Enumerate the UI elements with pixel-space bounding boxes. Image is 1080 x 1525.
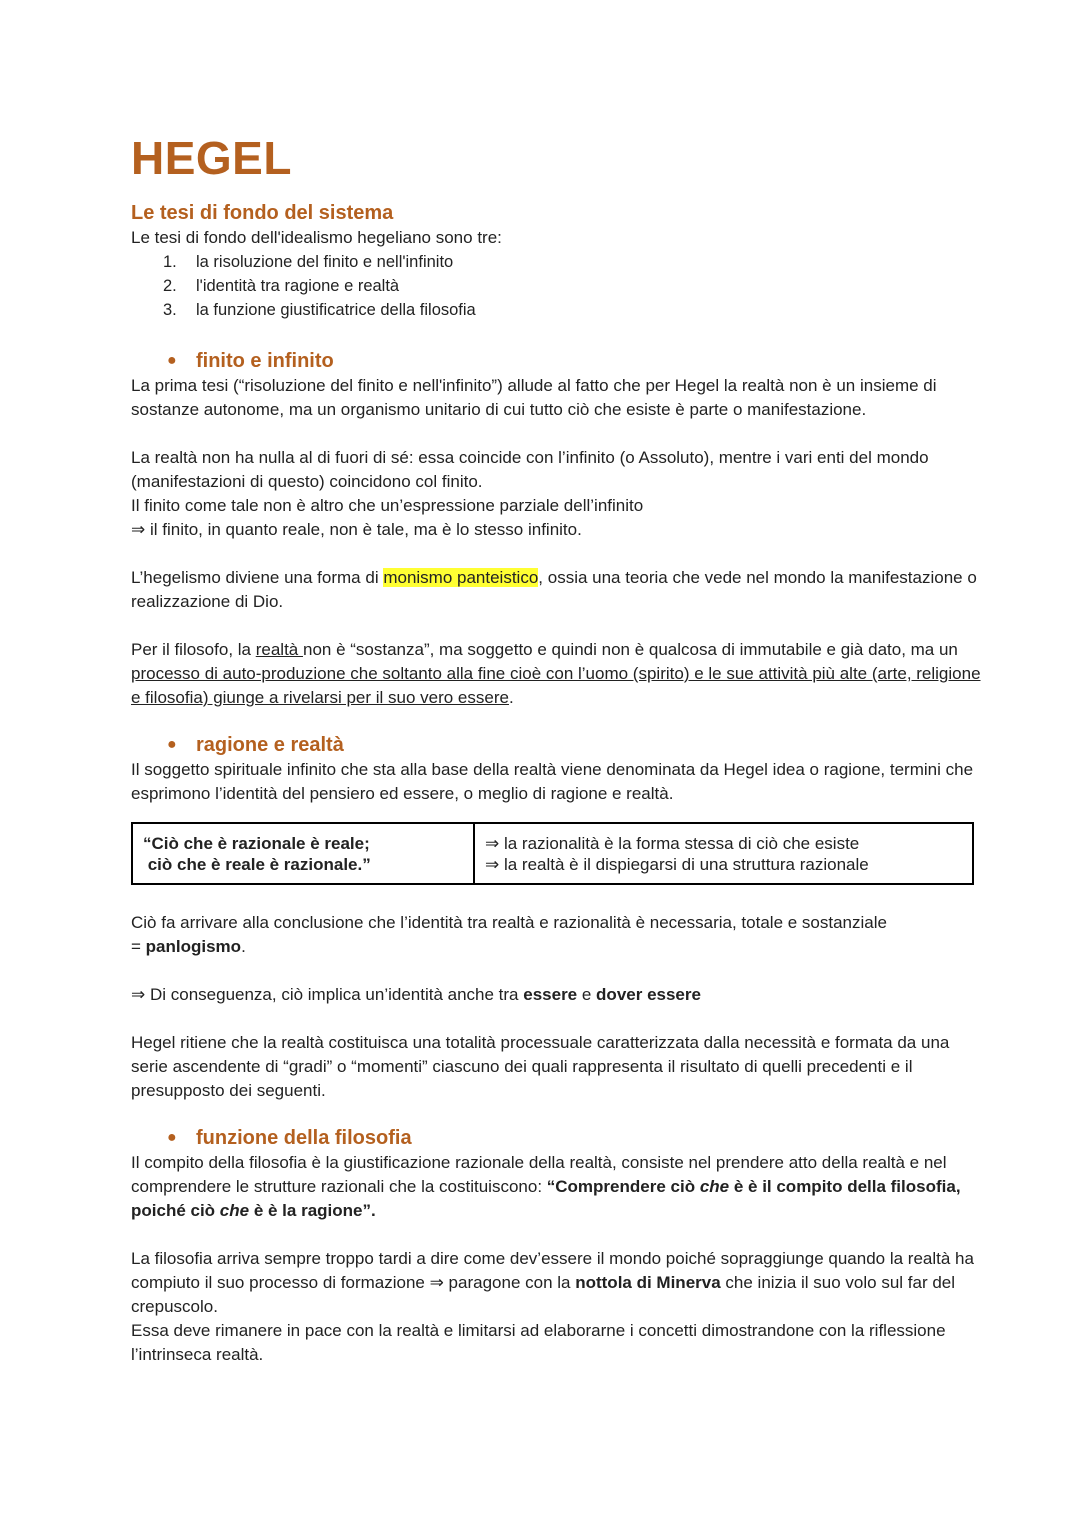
- list-text: l'identità tra ragione e realtà: [196, 277, 400, 295]
- list-text: la risoluzione del finito e nell'infinito: [196, 253, 454, 271]
- quote-cell: “Ciò che è razionale è reale; ciò che è reale è razionale.”: [132, 823, 474, 884]
- funzione-paragraph-1: Il compito della filosofia è la giustificazione razionale della realtà, consiste nel prendere atto della realtà e nel comprendere le strutture razionali che la costituiscono: “Comprendere ciò che è è il compito della filosofia, poiché ciò che è è la ragione”.: [131, 1153, 961, 1220]
- underlined-phrase: processo di auto-produzione che soltanto alla fine cioè con l’uomo (spirito) e le sue attività più alte (arte, religione e filosofia) giunge a rivelarsi per il suo vero essere: [131, 664, 981, 707]
- subheading-finito: ● finito e infinito: [167, 350, 334, 372]
- table-row: [132, 823, 973, 884]
- tesi-list: [131, 250, 981, 322]
- finito-paragraph-4: Per il filosofo, la realtà non è “sostanza”, ma soggetto e quindi non è qualcosa di immutabile e già dato, ma un processo di auto-produzione che soltanto alla fine cioè con l’uomo (spirito) e le sue attività più alte (arte, religione e filosofia) giunge a rivelarsi per il suo vero essere.: [131, 640, 981, 707]
- bullet-icon: ●: [167, 1129, 177, 1146]
- list-number: 1.: [163, 253, 177, 271]
- finito-paragraph-2c: ⇒ il finito, in quanto reale, non è tale, ma è lo stesso infinito.: [131, 520, 582, 539]
- list-item: [131, 298, 981, 322]
- highlighted-term: monismo panteistico: [383, 568, 539, 587]
- finito-paragraph-3: L’hegelismo diviene una forma di monismo panteistico, ossia una teoria che vede nel mondo la manifestazione o realizzazione di Dio.: [131, 568, 977, 611]
- list-text: la funzione giustificatrice della filosofia: [196, 301, 476, 319]
- bullet-icon: ●: [167, 352, 177, 369]
- ragione-paragraph-1: Il soggetto spirituale infinito che sta alla base della realtà viene denominata da Hegel idea o ragione, termini che esprimono l’identità del pensiero ed essere, o meglio di ragione e realtà.: [131, 760, 974, 803]
- ragione-paragraph-4: Hegel ritiene che la realtà costituisca una totalità processuale caratterizzata dalla necessità e formata da una serie ascendente di “gradi” o “momenti” ciascuno dei quali rappresenta il risultato di quelli precedenti e il presupposto dei seguenti.: [131, 1033, 950, 1100]
- subheading-funzione: ● funzione della filosofia: [167, 1127, 412, 1149]
- section-heading-tesi: Le tesi di fondo del sistema: [131, 202, 394, 224]
- ragione-paragraph-3: ⇒ Di conseguenza, ciò implica un’identità anche tra essere e dover essere: [131, 985, 701, 1004]
- ragione-paragraph-2b: = panlogismo.: [131, 937, 246, 956]
- list-item: [131, 274, 981, 298]
- page-title: HEGEL: [131, 132, 292, 184]
- quote-table: [131, 822, 974, 885]
- list-number: 3.: [163, 301, 177, 319]
- funzione-paragraph-3: Essa deve rimanere in pace con la realtà e limitarsi ad elaborarne i concetti dimostrandone con la riflessione l’intrinseca realtà.: [131, 1321, 946, 1364]
- list-number: 2.: [163, 277, 177, 295]
- bullet-icon: ●: [167, 736, 177, 753]
- subheading-ragione: ● ragione e realtà: [167, 734, 344, 756]
- explanation-cell: ⇒ la razionalità è la forma stessa di ciò che esiste ⇒ la realtà è il dispiegarsi di una struttura razionale: [474, 823, 973, 884]
- document-page: [131, 130, 981, 1367]
- list-item: [131, 250, 981, 274]
- underlined-term: realtà: [255, 640, 303, 659]
- finito-paragraph-2a: La realtà non ha nulla al di fuori di sé: essa coincide con l’infinito (o Assoluto), mentre i vari enti del mondo (manifestazioni di questo) coincidono col finito.: [131, 448, 929, 491]
- ragione-paragraph-2: Ciò fa arrivare alla conclusione che l’identità tra realtà e razionalità è necessaria, totale e sostanziale: [131, 913, 887, 932]
- funzione-paragraph-2: La filosofia arriva sempre troppo tardi a dire come dev’essere il mondo poiché sopraggiunge quando la realtà ha compiuto il suo processo di formazione ⇒ paragone con la nottola di Minerva che inizia il suo volo sul far del crepuscolo.: [131, 1249, 974, 1316]
- finito-paragraph-2b: Il finito come tale non è altro che un’espressione parziale dell’infinito: [131, 496, 644, 515]
- finito-paragraph-1: La prima tesi (“risoluzione del finito e nell'infinito”) allude al fatto che per Hegel la realtà non è un insieme di sostanze autonome, ma un organismo unitario di cui tutto ciò che esiste è parte o manifestazione.: [131, 376, 937, 419]
- tesi-intro: Le tesi di fondo dell'idealismo hegeliano sono tre:: [131, 228, 502, 247]
